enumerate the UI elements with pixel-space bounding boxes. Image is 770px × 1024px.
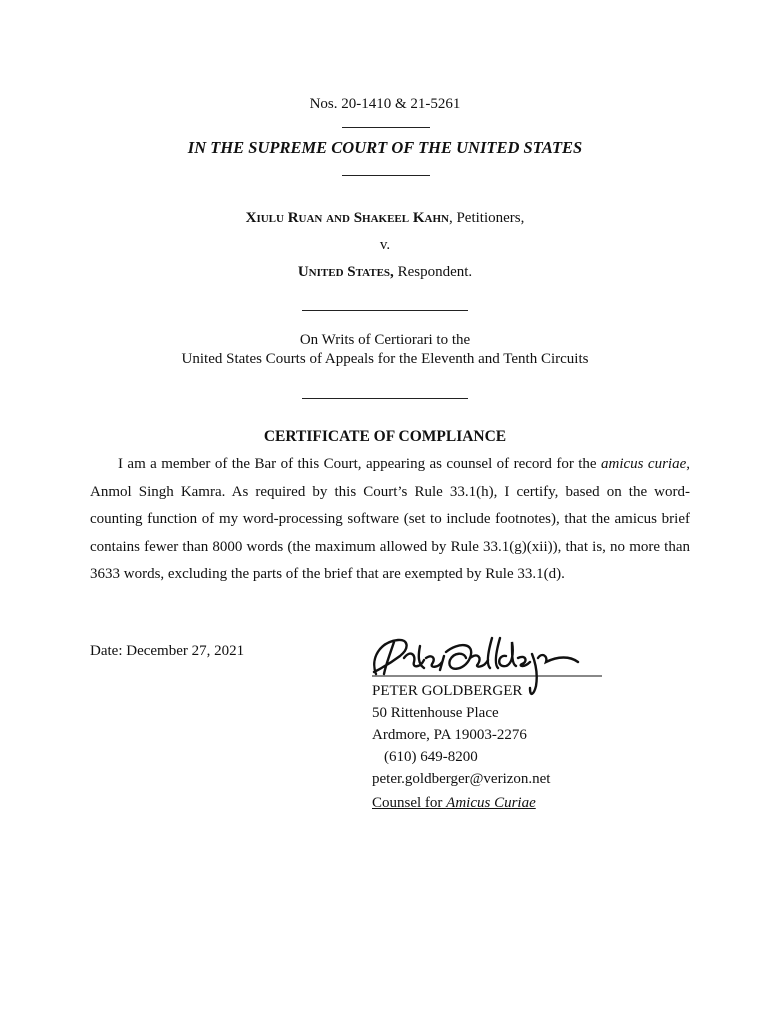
certificate-paragraph [90,451,690,589]
respondent-role: Respondent. [393,264,473,280]
date-line: Date: December 27, 2021 [90,643,245,659]
signature-block [372,680,550,814]
petitioners-line [0,209,770,227]
divider [302,398,468,399]
counsel-prefix: Counsel for [372,795,447,811]
paragraph-rest: , Anmol Singh Kamra. As required by this Court’s Rule 33.1(h), I certify, based on the word-counting function of my word-processing software (set to include footnotes), that the amicus brief contains fewer than 8000 words (the maximum allowed by Rule 33.1(g)(xii)), that is, no more than 3633 words, excluding the parts of the brief that are exempted by Rule 33.1(d). [90,456,690,582]
divider [302,310,468,311]
signer-name: PETER GOLDBERGER [372,683,523,699]
paragraph-italic: amicus curiae [601,456,687,472]
paragraph-start: I am a member of the Bar of this Court, appearing as counsel of record for the [118,456,601,472]
docket-number: Nos. 20-1410 & 21-5261 [309,96,461,112]
petitioners-names: Xiulu Ruan and Shakeel Kahn [245,210,449,226]
writ-line-2: United States Courts of Appeals for the Eleventh and Tenth Circuits [181,351,589,367]
counsel-designation [372,792,550,814]
divider [342,127,430,128]
writ-line-1: On Writs of Certiorari to the [299,332,471,348]
phone-number: (610) 649-8200 [384,749,478,765]
divider [342,175,430,176]
versus: v. [379,237,391,253]
certificate-heading: CERTIFICATE OF COMPLIANCE [263,428,507,445]
address-line-2: Ardmore, PA 19003-2276 [372,727,527,743]
respondent-line [0,263,770,281]
counsel-italic: Amicus Curiae [446,795,536,811]
email-address: peter.goldberger@verizon.net [372,771,551,787]
address-line-1: 50 Rittenhouse Place [372,705,499,721]
petitioners-role: , Petitioners, [448,210,525,226]
respondent-name: United States, [297,264,394,280]
court-title: IN THE SUPREME COURT OF THE UNITED STATES [187,138,583,157]
